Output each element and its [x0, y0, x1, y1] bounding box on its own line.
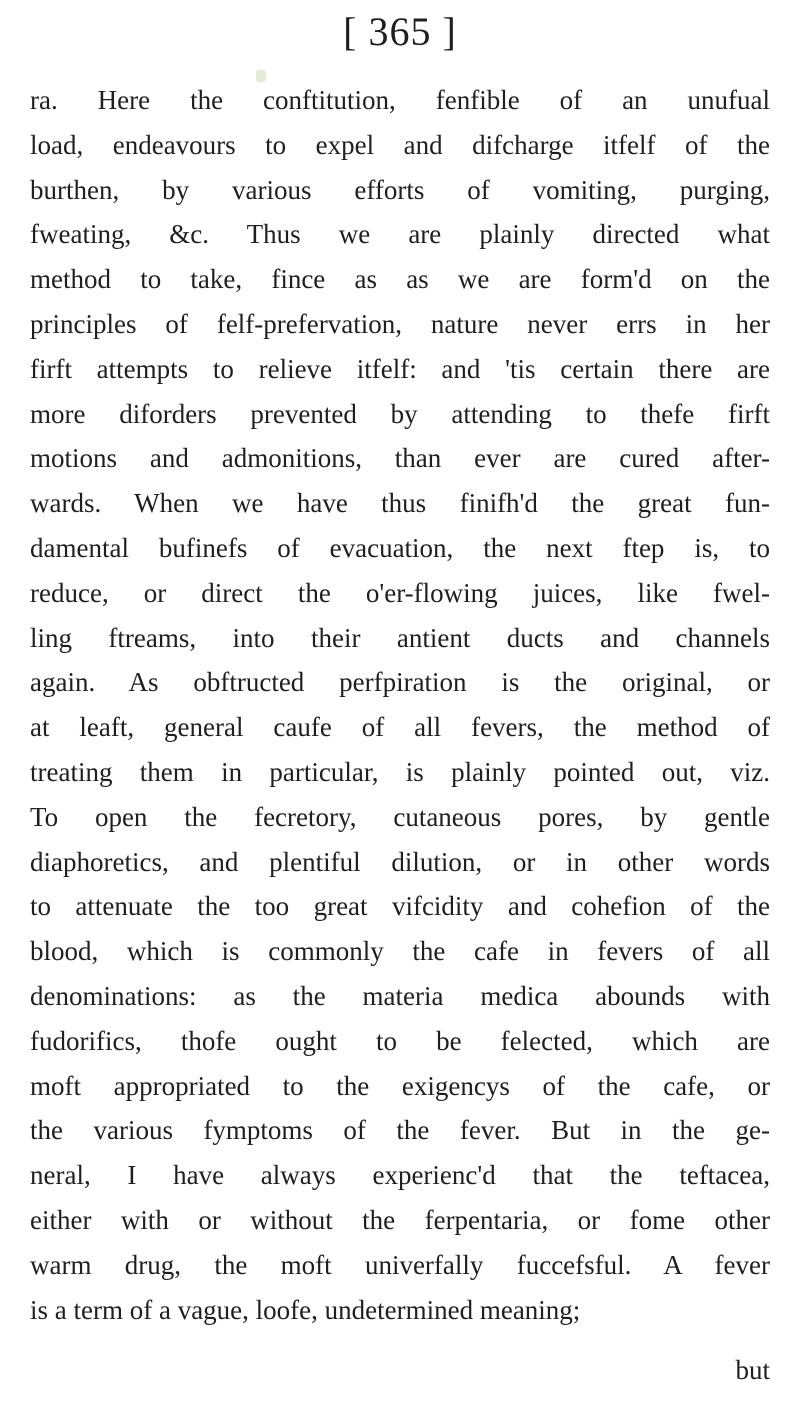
text-line: fudorifics, thofe ought to be felected, which are — [30, 1025, 770, 1056]
text-line: fweating, &c. Thus we are plainly directed what — [30, 219, 770, 250]
text-line: to attenuate the too great vifcidity and cohefion of the — [30, 891, 770, 922]
text-line: is a term of a vague, loofe, undetermined meaning; — [30, 1294, 581, 1325]
text-line: denominations: as the materia medica abounds with — [30, 980, 770, 1011]
text-line: load, endeavours to expel and difcharge itfelf of the — [30, 129, 770, 160]
text-line: ra. Here the conftitution, fenfible of an unufual — [30, 85, 770, 115]
text-line: motions and admonitions, than ever are cured after- — [30, 443, 770, 474]
text-line: To open the fecretory, cutaneous pores, by gentle — [30, 801, 770, 832]
text-line: neral, I have always experienc'd that the teftacea, — [30, 1160, 770, 1191]
text-line: ling ftreams, into their antient ducts and channels — [30, 622, 770, 653]
text-line: reduce, or direct the o'er-flowing juices, like fwel- — [30, 577, 770, 608]
text-line: principles of felf-prefervation, nature never errs in her — [30, 308, 770, 339]
text-line: warm drug, the moft univerfally fuccefsful. A fever — [30, 1249, 770, 1280]
text-line: blood, which is commonly the cafe in fevers of all — [30, 936, 770, 967]
text-line: again. As obftructed perfpiration is the original, or — [30, 667, 770, 698]
page-number: [ 365 ] — [343, 9, 457, 54]
body-text — [30, 78, 770, 1332]
text-line: at leaft, general caufe of all fevers, the method of — [30, 712, 770, 743]
text-line: firft attempts to relieve itfelf: and 'tis certain there are — [30, 353, 770, 384]
text-line: the various fymptoms of the fever. But in the ge- — [30, 1115, 770, 1146]
catchword: but — [735, 1355, 770, 1385]
text-line: damental bufinefs of evacuation, the next ftep is, to — [30, 532, 770, 563]
text-line: wards. When we have thus finifh'd the great fun- — [30, 488, 770, 519]
text-line: diaphoretics, and plentiful dilution, or in other words — [30, 846, 770, 877]
text-line: burthen, by various efforts of vomiting, purging, — [30, 174, 770, 205]
text-line: method to take, fince as as we are form'd on the — [30, 264, 770, 295]
text-line: moft appropriated to the exigencys of the cafe, or — [30, 1070, 770, 1101]
text-line: either with or without the ferpentaria, or fome other — [30, 1204, 770, 1235]
text-line: more diforders prevented by attending to thefe firft — [30, 398, 770, 429]
text-line: treating them in particular, is plainly pointed out, viz. — [30, 756, 770, 787]
